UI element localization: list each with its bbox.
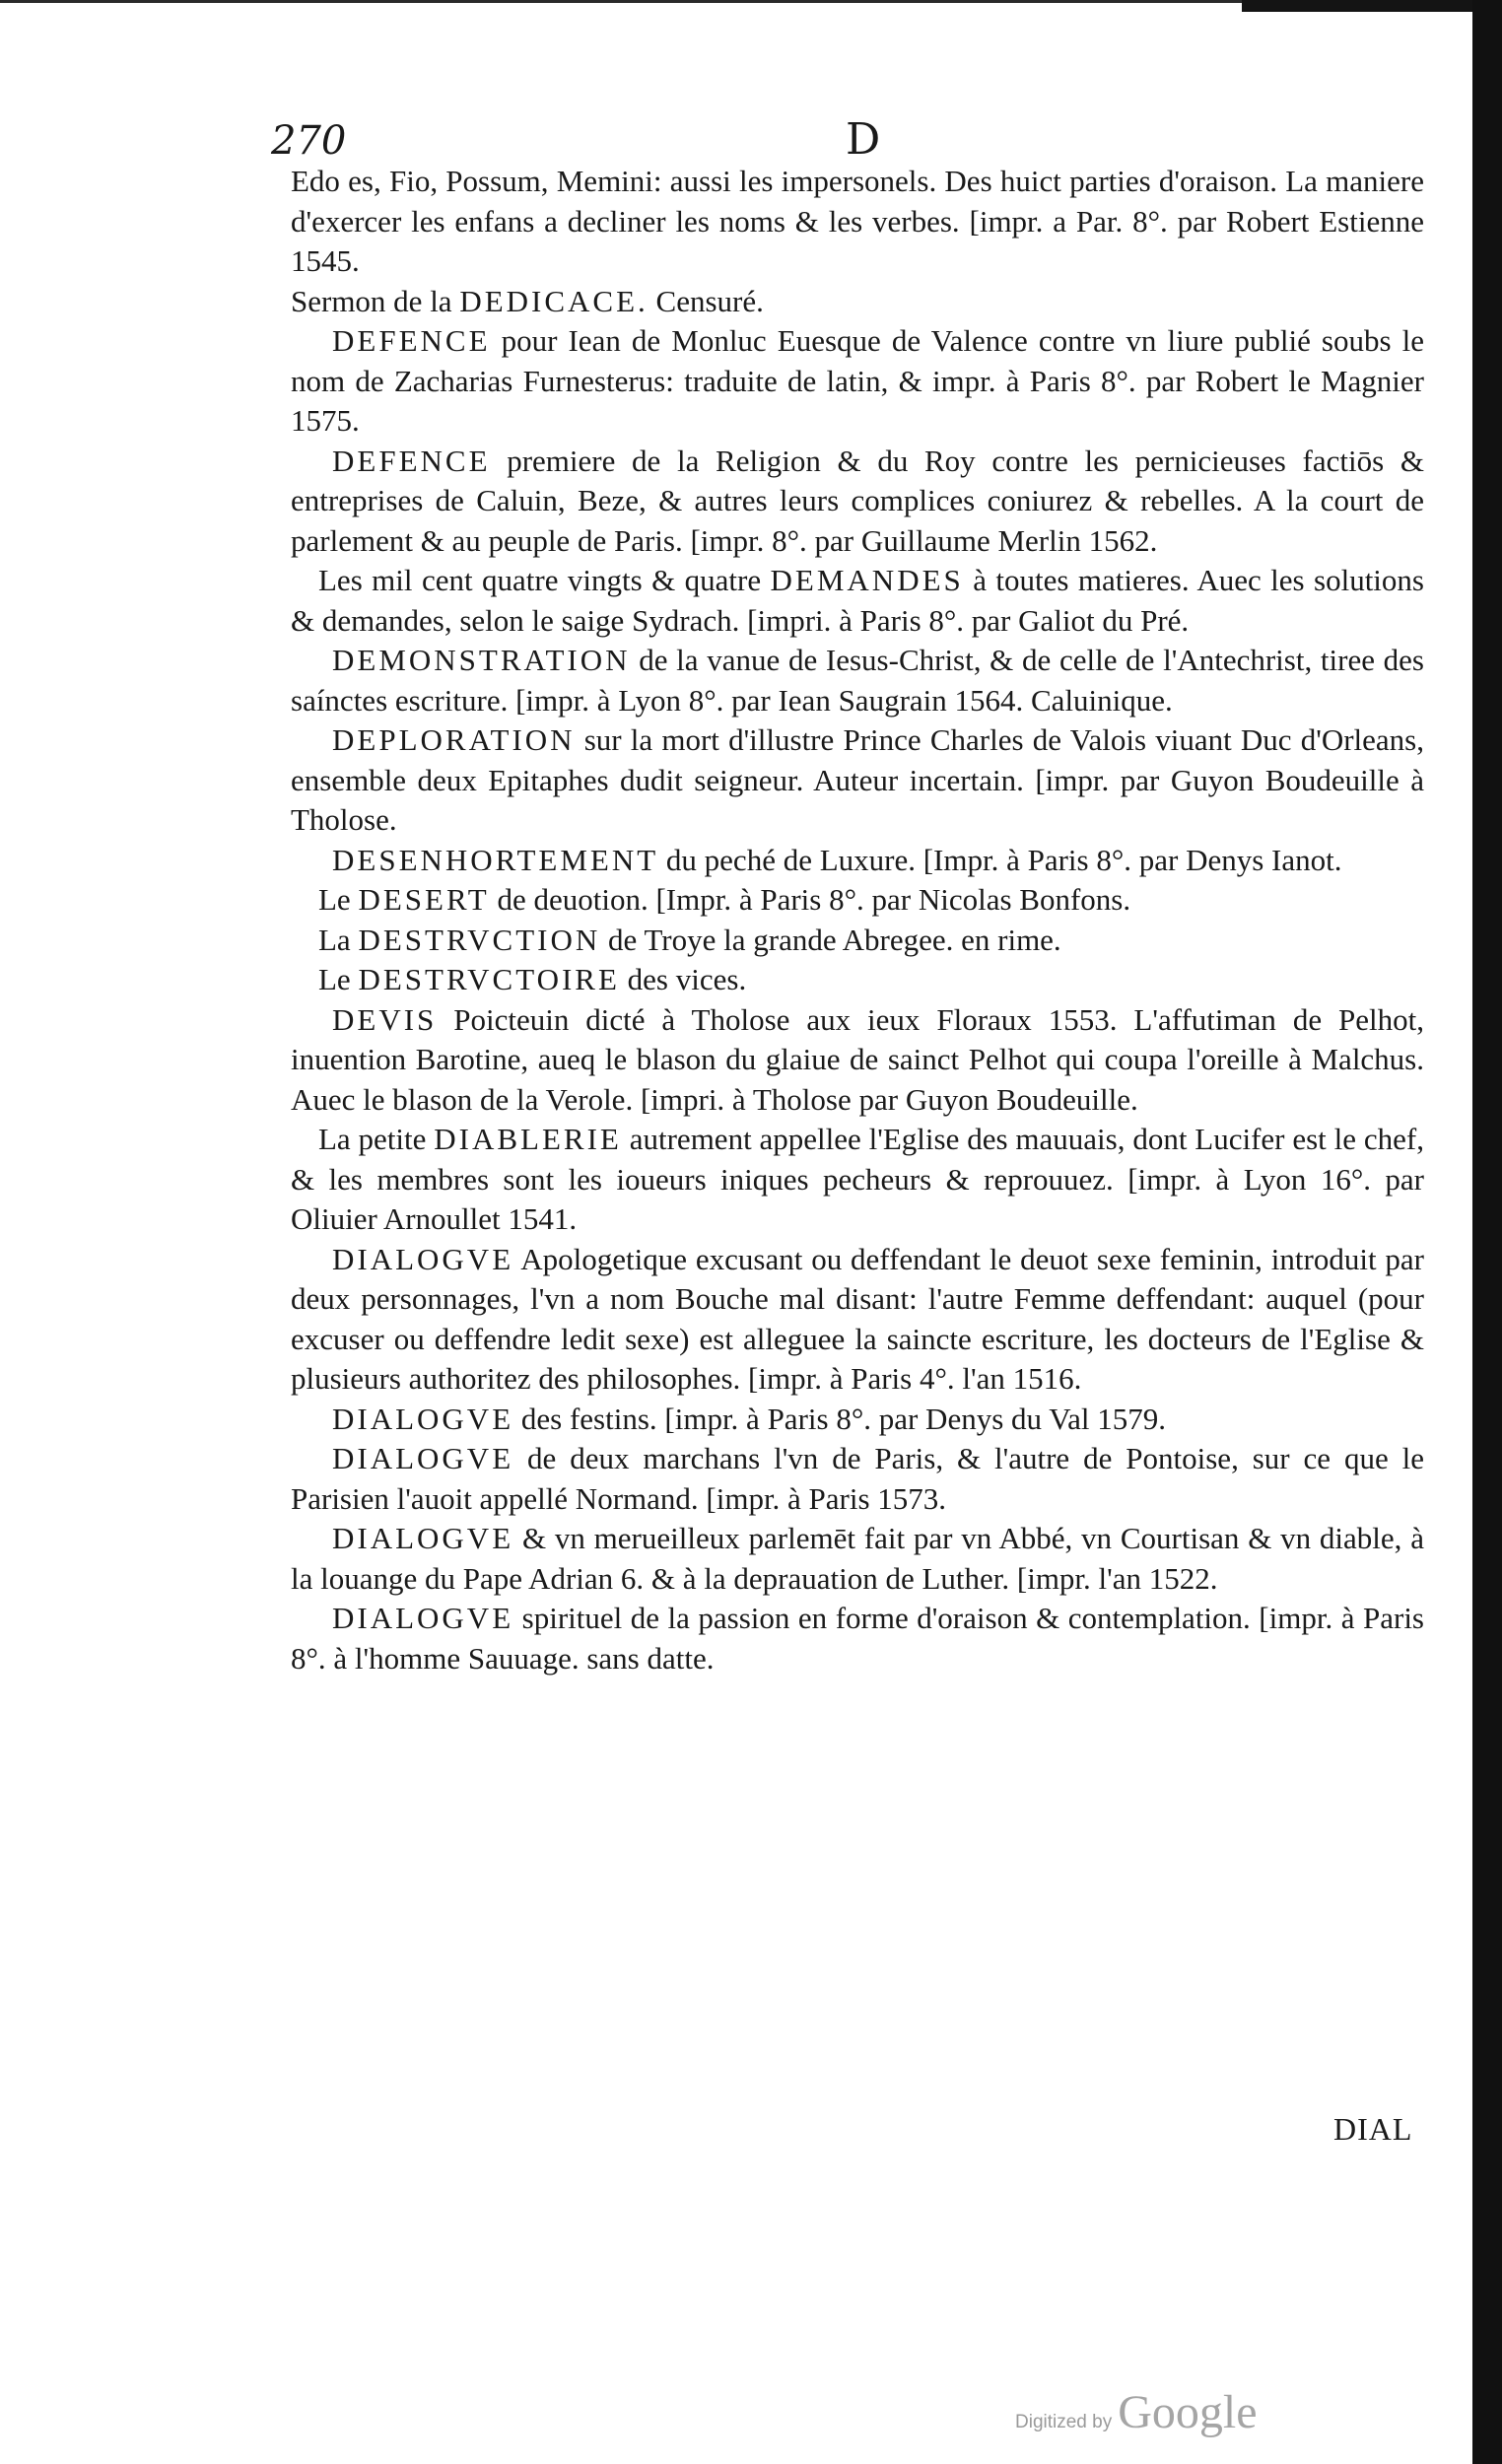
entry-keyword: DESERT: [358, 882, 490, 917]
catalog-entry: [291, 1599, 1424, 1678]
catalog-entry: [291, 921, 1424, 961]
top-border-rule: [0, 0, 1502, 14]
entry-keyword: DEVIS: [332, 1001, 438, 1037]
entry-text: autrement appellee l'Eglise des mauuais, dont Lucifer est le chef, & les membres sont les ioueurs iniques pecheurs & reprouuez. [impr. à Lyon 16°. par Oliuier Arnoullet 1541.: [291, 1122, 1424, 1236]
entry-keyword: DEMANDES: [770, 563, 964, 597]
entry-keyword: DEMONSTRATION: [332, 643, 631, 677]
entry-text: sur la mort d'illustre Prince Charles de Valois viuant Duc d'Orleans, ensemble deux Epitaphes dudit seigneur. Auteur incertain. [impr. par Guyon Boudeuille à Tholose.: [291, 722, 1424, 837]
catalog-entry: [291, 1000, 1424, 1121]
top-rule-line: [0, 0, 1242, 3]
entry-prefix: La petite: [318, 1122, 435, 1156]
entry-keyword: DIALOGVE: [332, 1401, 514, 1436]
catalog-entry: [291, 321, 1424, 442]
entry-text: & vn merueilleux parlemēt fait par vn Abbé, vn Courtisan & vn diable, à la louange du Pape Adrian 6. & à la deprauation de Luther. [impr. l'an 1522.: [291, 1521, 1424, 1596]
entry-text: Censuré.: [648, 283, 764, 318]
entry-keyword: DESTRVCTOIRE: [358, 962, 620, 996]
entry-text: à toutes matieres. Auec les solutions & demandes, selon le saige Sydrach. [impri. à Paris 8°. par Galiot du Pré.: [291, 563, 1424, 638]
catalog-entry: [291, 1439, 1424, 1519]
entry-keyword: DESENHORTEMENT: [332, 842, 659, 877]
entry-keyword: DEFENCE: [332, 443, 491, 478]
entry-keyword: DIABLERIE: [434, 1122, 622, 1156]
page-number: 270: [271, 118, 347, 164]
catalog-entry: [291, 1240, 1424, 1400]
catalog-entry: [291, 561, 1424, 641]
catalog-entry: [291, 880, 1424, 921]
catalog-entry: [291, 442, 1424, 562]
entry-text: pour Iean de Monluc Euesque de Valence contre vn liure publié soubs le nom de Zacharias Furnesterus: traduite de latin, & impr. à Paris 8°. par Robert le Magnier 1575.: [291, 323, 1424, 438]
entry-keyword: DIALOGVE: [332, 1241, 514, 1276]
catalog-entry: [291, 1120, 1424, 1240]
entry-keyword: DIALOGVE: [332, 1441, 514, 1475]
entry-text: des vices.: [619, 962, 747, 996]
entry-text: de Troye la grande Abregee. en rime.: [600, 922, 1061, 957]
running-head-letter: D: [846, 114, 881, 165]
catalog-entry: [291, 841, 1424, 881]
entry-prefix: Le: [318, 882, 359, 917]
entry-keyword: DIALOGVE: [332, 1521, 514, 1555]
catalog-entry: [291, 720, 1424, 841]
watermark-prefix: Digitized by: [1015, 2412, 1113, 2432]
entry-keyword: DIALOGVE: [332, 1601, 514, 1635]
catalog-text: [291, 162, 1424, 1678]
google-logo: Google: [1118, 2386, 1258, 2438]
entry-prefix: Le: [318, 962, 359, 996]
entry-keyword: DESTRVCTION: [358, 922, 601, 957]
catchword: DIAL: [1333, 2111, 1413, 2147]
entry-text: de deuotion. [Impr. à Paris 8°. par Nicolas Bonfons.: [489, 882, 1131, 917]
entry-prefix: Les mil cent quatre vingts & quatre: [318, 563, 771, 597]
entry-text: Edo es, Fio, Possum, Memini: aussi les impersonels. Des huict parties d'oraison. La maniere d'exercer les enfans a decliner les noms & les verbes. [impr. a Par. 8°. par Robert Estienne 1545.: [291, 164, 1424, 278]
catalog-entry: [291, 641, 1424, 720]
entry-text: de deux marchans l'vn de Paris, & l'autre de Pontoise, sur ce que le Parisien l'auoit appellé Normand. [impr. à Paris 1573.: [291, 1441, 1424, 1516]
entry-text: de la vanue de Iesus-Christ, & de celle de l'Antechrist, tiree des saínctes escriture. [impr. à Lyon 8°. par Iean Saugrain 1564. Caluinique.: [291, 643, 1424, 718]
catalog-entry: [291, 1400, 1424, 1440]
entry-prefix: La: [318, 922, 359, 957]
catalog-entry: [291, 162, 1424, 282]
entry-text: Poicteuin dicté à Tholose aux ieux Floraux 1553. L'affutiman de Pelhot, inuention Barotine, aueq le blason du glaiue de sainct Pelhot qui coupa l'oreille à Malchus. Auec le blason de la Verole. [impri. à Tholose par Guyon Boudeuille.: [291, 1001, 1424, 1117]
entry-keyword: DEPLORATION: [332, 722, 576, 757]
entry-keyword: DEDICACE.: [459, 283, 649, 318]
entry-text: du peché de Luxure. [Impr. à Paris 8°. par Denys Ianot.: [658, 842, 1342, 877]
entry-text: spirituel de la passion en forme d'oraison & contemplation. [impr. à Paris 8°. à l'homme Sauuage. sans datte.: [291, 1601, 1424, 1676]
entry-keyword: DEFENCE: [332, 323, 491, 358]
catalog-entry: [291, 1519, 1424, 1599]
entry-text: premiere de la Religion & du Roy contre les pernicieuses factiōs & entreprises de Caluin, Beze, & autres leurs complices coniurez & rebelles. A la court de parlement & au peuple de Paris. [impr. 8°. par Guillaume Merlin 1562.: [291, 443, 1424, 558]
catalog-entry: [291, 282, 1424, 322]
entry-prefix: Sermon de la: [291, 283, 460, 318]
entry-text: Apologetique excusant ou deffendant le deuot sexe feminin, introduit par deux personnages, l'vn a nom Bouche mal disant: l'autre Femme deffendant: auquel (pour excuser ou deffendre ledit sexe) est alleguee la saincte escriture, les docteurs de l'Eglise & plusieurs authoritez des philosophes. [impr. à Paris 4°. l'an 1516.: [291, 1241, 1424, 1396]
digitized-watermark: [1015, 2385, 1258, 2439]
top-rule-shadow: [1242, 0, 1502, 12]
entry-text: des festins. [impr. à Paris 8°. par Denys du Val 1579.: [513, 1401, 1167, 1436]
catalog-entry: [291, 960, 1424, 1000]
page-edge-shadow: [1472, 0, 1502, 2464]
